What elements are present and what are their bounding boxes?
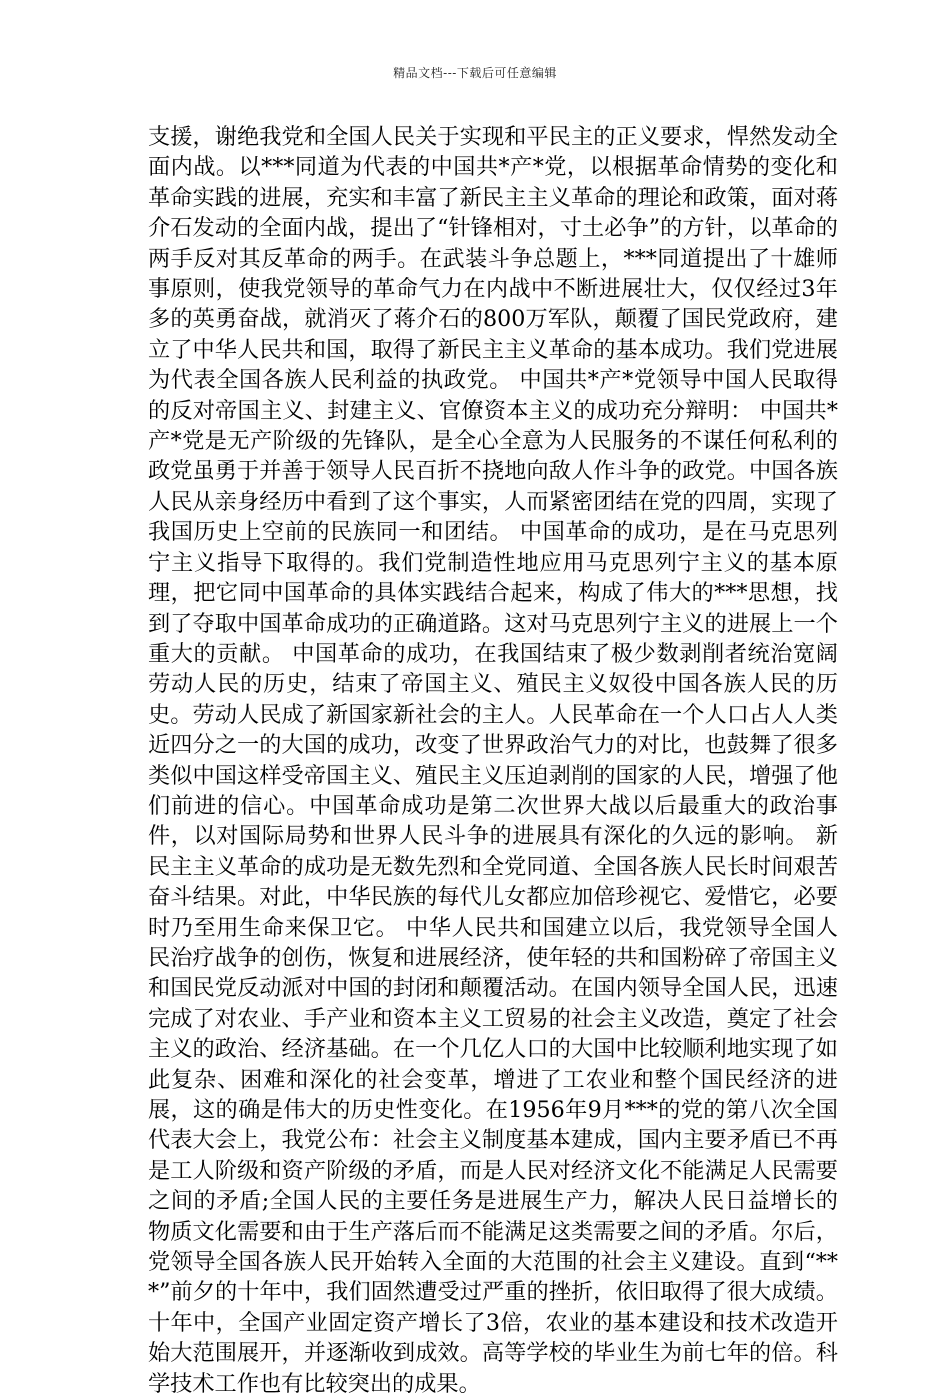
page-header: 精品文档---下载后可任意编辑 xyxy=(393,66,557,80)
body-paragraph: 支援，谢绝我党和全国人民关于实现和平民主的正义要求，悍然发动全面内战。以***同道为代表的中国共*产*党，以根据革命情势的变化和革命实践的进展，充实和丰富了新民主主义革命的理论和政策，面对蒋介石发动的全面内战，提出了“针锋相对，寸土必争”的方针，以革命的两手反对其反革命的两手。在武装斗争总题上，***同道提出了十雄师事原则，使我党领导的革命气力在内战中不断进展壮大，仅仅经过3年多的英勇奋战，就消灭了蒋介石的800万军队，颠覆了国民党政府，建立了中华人民共和国，取得了新民主主义革命的基本成功。我们党进展为代表全国各族人民利益的执政党。 中国共*产*党领导中国人民取得的反对帝国主义、封建主义、官僚资本主义的成功充分辩明： 中国共*产*党是无产阶级的先锋队，是全心全意为人民服务的不谋任何私利的政党虽勇于并善于领导人民百折不挠地向敌人作斗争的政党。中国各族人民从亲身经历中看到了这个事实，人而紧密团结在党的四周，实现了我国历史上空前的民族同一和团结。 中国革命的成功，是在马克思列宁主义指导下取得的。我们党制造性地应用马克思列宁主义的基本原理，把它同中国革命的具体实践结合起来，构成了伟大的***思想，找到了夺取中国革命成功的正确道路。这对马克思列宁主义的进展上一个重大的贡献。 中国革命的成功，在我国结束了极少数剥削者统治宽阔劳动人民的历史，结束了帝国主义、殖民主义奴役中国各族人民的历史。劳动人民成了新国家新社会的主人。人民革命在一个人口占人人类近四分之一的大国的成功，改变了世界政治气力的对比，也鼓舞了很多类似中国这样受帝国主义、殖民主义压迫剥削的国家的人民，增强了他们前进的信心。中国革命成功是第二次世界大战以后最重大的政治事件，以对国际局势和世界人民斗争的进展具有深化的久远的影响。 新民主主义革命的成功是无数先烈和全党同道、全国各族人民长时间艰苦奋斗结果。对此，中华民族的每代儿女都应加倍珍视它、爱惜它，必要时乃至用生命来保卫它。 中华人民共和国建立以后，我党领导全国人民治疗战争的创伤，恢复和进展经济，使年轻的共和国粉碎了帝国主义和国民党反动派对中国的封闭和颠覆活动。在国内领导全国人民，迅速完成了对农业、手产业和资本主义工贸易的社会主义改造，奠定了社会主义的政治、经济基础。在一个几亿人口的大国中比较顺利地实现了如此复杂、困难和深化的社会变革，增进了工农业和整个国民经济的进展，这的确是伟大的历史性变化。在1956年9月***的党的第八次全国代表大会上，我党公布：社会主义制度基本建成，国内主要矛盾已不再是工人阶级和资产阶级的矛盾，而是人民对经济文化不能满足人民需要之间的矛盾;全国人民的主要任务是进展生产力，解决人民日益增长的物质文化需要和由于生产落后而不能满足这类需要之间的矛盾。尔后，党领导全国各族人民开始转入全面的大范围的社会主义建设。直到“***”前夕的十年中，我们固然遭受过严重的挫折，依旧取得了很大成绩。十年中，全国产业固定资产增长了3倍，农业的基本建设和技术改造开始大范围展开，并逐渐收到成效。高等学校的毕业生为前七年的倍。科学技术工作也有比较突出的成果。 xyxy=(148,124,838,1397)
